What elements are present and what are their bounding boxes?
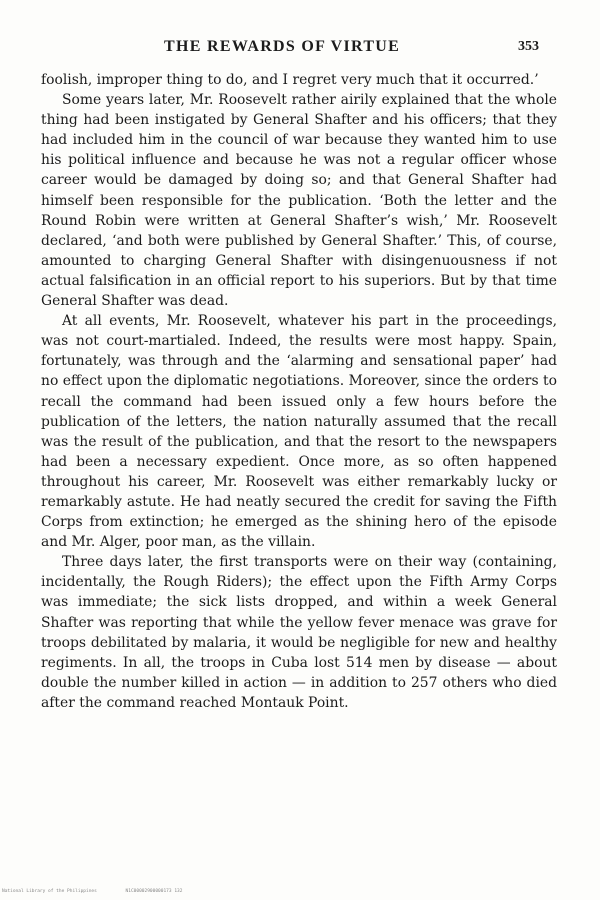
scan-footer xyxy=(2,889,208,894)
footer-code: N1C00002900000173 132 xyxy=(125,889,183,894)
paragraph: At all events, Mr. Roosevelt, whatever his part in the proceedings, was not court-martialed. Indeed, the results were most happy. Spain, fortunately, was through and the ‘alarming and sensational paper’ had no effect upon the diplomatic negotiations. Moreover, since the orders to recall the command had been issued only a few hours before the publication of the letters, the nation naturally assumed that the recall was the result of the publication, and that the resort to the newspapers had been a necessary expedient. Once more, as so often happened throughout his career, Mr. Roosevelt was either remarkably lucky or remarkably astute. He had neatly secured the credit for saving the Fifth Corps from extinction; he emerged as the shining hero of the episode and Mr. Alger, poor man, as the villain. xyxy=(41,313,557,551)
running-head xyxy=(0,38,600,58)
page-number: 353 xyxy=(518,39,539,54)
body-text xyxy=(41,70,557,713)
footer-source: National Library of the Philippines xyxy=(2,889,97,894)
running-title: THE REWARDS OF VIRTUE xyxy=(164,38,401,55)
paragraph: Three days later, the first transports were on their way (containing, incidentally, the Rough Riders); the effect upon the Fifth Army Corps was immediate; the sick lists dropped, and within a week General Shafter was reporting that while the yellow fever menace was grave for troops debilitated by malaria, it would be negligible for new and healthy regiments. In all, the troops in Cuba lost 514 men by disease — about double the number killed in action — in addition to 257 others who died after the command reached Montauk Point. xyxy=(41,554,557,711)
paragraph: Some years later, Mr. Roosevelt rather airily explained that the whole thing had been instigated by General Shafter and his officers; that they had included him in the council of war because they wanted him to use his political influence and because he was not a regular officer whose career would be damaged by doing so; and that General Shafter had himself been responsible for the publication. ‘Both the letter and the Round Robin were written at General Shafter’s wish,’ Mr. Roosevelt declared, ‘and both were published by General Shafter.’ This, of course, amounted to charging General Shafter with disingenuousness if not actual falsification in an official report to his superiors. But by that time General Shafter was dead. xyxy=(41,92,557,310)
paragraph-continuation: foolish, improper thing to do, and I regret very much that it occurred.’ xyxy=(41,72,539,88)
